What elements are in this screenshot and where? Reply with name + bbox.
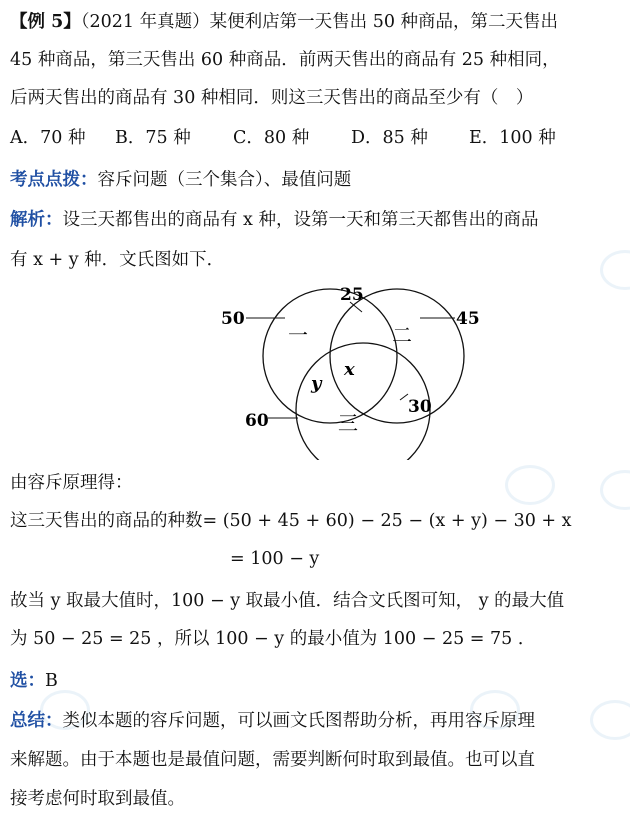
summary-line-2: 来解题。由于本题也是最值问题，需要判断何时取到最值。也可以直 [10, 750, 535, 770]
label-day3-count: 60 [245, 411, 269, 431]
summary-label: 总结： [10, 711, 63, 731]
region-label-1: 一 [288, 323, 308, 347]
label-day1-count: 50 [221, 309, 245, 329]
summary-line-3: 接考虑何时取到最值。 [10, 789, 185, 809]
jiexi-line-2: 有 x + y 种．文氏图如下． [10, 250, 225, 270]
region-label-3: 三 [338, 411, 358, 435]
option-c: C．80 种 [233, 128, 310, 148]
kaodian-line [10, 168, 351, 192]
watermark-logo [590, 700, 630, 740]
jiexi-line-1 [10, 208, 539, 232]
jiexi-label: 解析： [10, 210, 63, 230]
option-e: E．100 种 [469, 128, 556, 148]
region-overlap13-y: y [311, 373, 322, 394]
derivation-line-3: = 100 − y [230, 549, 320, 569]
answer-label: 选： [10, 671, 45, 691]
leader-line-30 [400, 394, 408, 400]
problem-text: （2021 年真题）某便利店第一天售出 50 种商品，第二天售出 [80, 12, 559, 32]
option-a: A．70 种 [10, 128, 86, 148]
answer-line [10, 669, 58, 693]
kaodian-label: 考点点拨： [10, 170, 98, 190]
problem-line-2: 45 种商品，第三天售出 60 种商品．前两天售出的商品有 25 种相同， [10, 50, 560, 70]
option-d: D．85 种 [351, 128, 428, 148]
summary-text-1: 类似本题的容斥问题，可以画文氏图帮助分析，再用容斥原理 [62, 711, 535, 731]
problem-line-3: 后两天售出的商品有 30 种相同．则这三天售出的商品至少有（ ） [10, 88, 534, 108]
answer-value: B [45, 671, 58, 691]
derivation-line-4: 故当 y 取最大值时，100 − y 取最小值．结合文氏图可知， y 的最大值 [10, 591, 565, 611]
derivation-line-5: 为 50 − 25 = 25 ，所以 100 − y 的最小值为 100 − 25 = 75 ． [10, 629, 536, 649]
problem-line-1 [10, 10, 558, 34]
options-row [10, 126, 556, 150]
region-label-2: 二 [392, 323, 412, 347]
option-b: B．75 种 [115, 128, 191, 148]
summary-line-1 [10, 709, 535, 733]
derivation-left: 这三天售出的商品的种数 [10, 511, 203, 531]
derivation-right: = (50 + 45 + 60) − 25 − (x + y) − 30 + x [202, 511, 572, 531]
problem-tag: 【例 5】 [10, 12, 81, 32]
label-overlap12: 25 [340, 285, 364, 305]
derivation-line-1: 由容斥原理得： [10, 473, 133, 493]
region-center-x: x [344, 359, 355, 380]
derivation-line-2 [10, 509, 572, 533]
watermark-logo [600, 470, 630, 510]
label-overlap23: 30 [408, 397, 432, 417]
kaodian-text: 容斥问题（三个集合）、最值问题 [97, 170, 352, 190]
venn-diagram [0, 280, 630, 460]
watermark-logo [505, 465, 555, 505]
label-day2-count: 45 [456, 309, 480, 329]
jiexi-text-1: 设三天都售出的商品有 x 种，设第一天和第三天都售出的商品 [62, 210, 539, 230]
